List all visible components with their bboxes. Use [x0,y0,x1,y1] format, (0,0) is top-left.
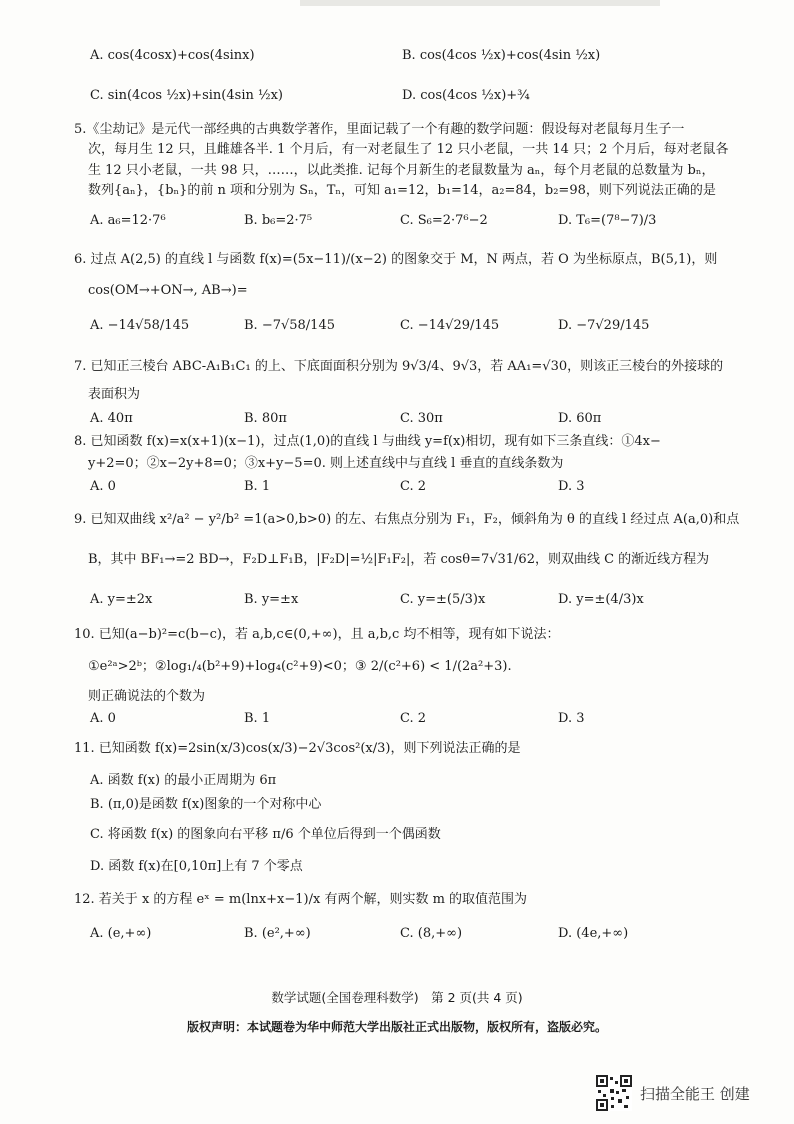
q7-option-c: C. 30π [400,411,443,426]
scan-edge [300,0,660,6]
q9-option-d: D. y=±(4/3)x [558,592,644,607]
q12-option-d: D. (4e,+∞) [558,926,629,941]
q6-option-a: A. −14√58/145 [90,318,190,333]
q4-option-a: A. cos(4cosx)+cos(4sinx) [90,48,255,63]
q9-option-c: C. y=±(5/3)x [400,592,486,607]
q8-option-d: D. 3 [558,479,585,494]
q8-option-b: B. 1 [244,479,271,494]
q6-option-d: D. −7√29/145 [558,318,650,333]
q11-option-c: C. 将函数 f(x) 的图象向右平移 π/6 个单位后得到一个偶函数 [90,827,441,842]
q5-option-d: D. T₆=(7⁸−7)/3 [558,213,657,228]
q5-option-c: C. S₆=2·7⁶−2 [400,213,488,228]
q9-line-2: B，其中 BF₁→=2 BD→，F₂D⊥F₁B，|F₂D|=½|F₁F₂|，若 cosθ=7√31/62，则双曲线 C 的渐近线方程为 [88,552,710,567]
page-footer: 数学试题(全国卷理科数学) 第 2 页(共 4 页) [271,990,523,1005]
q5-option-a: A. a₆=12·7⁶ [90,213,166,228]
q8-option-a: A. 0 [90,479,116,494]
q9-option-b: B. y=±x [244,592,299,607]
q12-line-1: 12. 若关于 x 的方程 eˣ = m(lnx+x−1)/x 有两个解，则实数 m 的取值范围为 [74,892,528,907]
q7-line-1: 7. 已知正三棱台 ABC-A₁B₁C₁ 的上、下底面面积分别为 9√3/4、9√3，若 AA₁=√30，则该正三棱台的外接球的 [74,359,724,374]
q10-option-b: B. 1 [244,711,271,726]
q11-option-b: B. (π,0)是函数 f(x)图象的一个对称中心 [90,797,322,812]
q6-line-2: cos(OM→+ON→, AB→)= [88,283,248,298]
scanner-watermark: 扫描全能王 创建 [640,1085,750,1103]
q10-option-a: A. 0 [90,711,116,726]
q4-option-b: B. cos(4cos ½x)+cos(4sin ½x) [402,48,601,63]
q5-line-4: 数列{aₙ}，{bₙ}的前 n 项和分别为 Sₙ，Tₙ，可知 a₁=12，b₁=14，a₂=84，b₂=98，则下列说法正确的是 [88,183,716,198]
q6-option-b: B. −7√58/145 [244,318,335,333]
q12-option-a: A. (e,+∞) [90,926,152,941]
q7-option-a: A. 40π [90,411,133,426]
q5-line-3: 生 12 只小老鼠，一共 98 只，……，以此类推. 记每个月新生的老鼠数量为 aₙ，每个月老鼠的总数量为 bₙ， [88,163,715,178]
q10-option-d: D. 3 [558,711,585,726]
q11-option-d: D. 函数 f(x)在[0,10π]上有 7 个零点 [90,859,303,874]
q5-line-1: 5.《尘劫记》是元代一部经典的古典数学著作，里面记载了一个有趣的数学问题：假设每对老鼠每月生子一 [74,122,685,137]
q11-option-a: A. 函数 f(x) 的最小正周期为 6π [90,773,277,788]
q4-option-c: C. sin(4cos ½x)+sin(4sin ½x) [90,88,283,103]
q4-option-d: D. cos(4cos ½x)+¾ [402,88,530,103]
q8-option-c: C. 2 [400,479,427,494]
q9-line-1: 9. 已知双曲线 x²/a² − y²/b² =1(a>0,b>0) 的左、右焦点分别为 F₁，F₂，倾斜角为 θ 的直线 l 经过点 A(a,0)和点 [74,512,740,527]
q7-line-2: 表面积为 [88,387,141,402]
q5-line-2: 次，每月生 12 只，且雌雄各半. 1 个月后，有一对老鼠生了 12 只小老鼠，一共 14 只；2 个月后，每对老鼠各 [88,142,729,157]
q10-line-1: 10. 已知(a−b)²=c(b−c)，若 a,b,c∈(0,+∞)，且 a,b,c 均不相等，现有如下说法： [74,627,560,642]
q12-option-b: B. (e²,+∞) [244,926,311,941]
qr-code-icon [596,1075,632,1111]
q9-option-a: A. y=±2x [90,592,153,607]
q10-option-c: C. 2 [400,711,427,726]
q7-option-d: D. 60π [558,411,602,426]
q11-line-1: 11. 已知函数 f(x)=2sin(x/3)cos(x/3)−2√3cos²(x/3)，则下列说法正确的是 [74,741,521,756]
q8-line-1: 8. 已知函数 f(x)=x(x+1)(x−1)，过点(1,0)的直线 l 与曲线 y=f(x)相切，现有如下三条直线：①4x− [74,434,661,449]
q5-option-b: B. b₆=2·7⁵ [244,213,313,228]
copyright-notice: 版权声明：本试题卷为华中师范大学出版社正式出版物，版权所有，盗版必究。 [186,1020,607,1034]
q10-line-2: ①e²ᵃ>2ᵇ；②log₁/₄(b²+9)+log₄(c²+9)<0；③ 2/(c²+6) < 1/(2a²+3). [88,659,512,674]
q12-option-c: C. (8,+∞) [400,926,463,941]
q7-option-b: B. 80π [244,411,287,426]
q6-option-c: C. −14√29/145 [400,318,500,333]
q10-line-3: 则正确说法的个数为 [88,689,206,704]
q8-line-2: y+2=0；②x−2y+8=0；③x+y−5=0. 则上述直线中与直线 l 垂直的直线条数为 [88,456,564,471]
q6-line-1: 6. 过点 A(2,5) 的直线 l 与函数 f(x)=(5x−11)/(x−2) 的图象交于 M，N 两点，若 O 为坐标原点，B(5,1)，则 [74,252,718,267]
